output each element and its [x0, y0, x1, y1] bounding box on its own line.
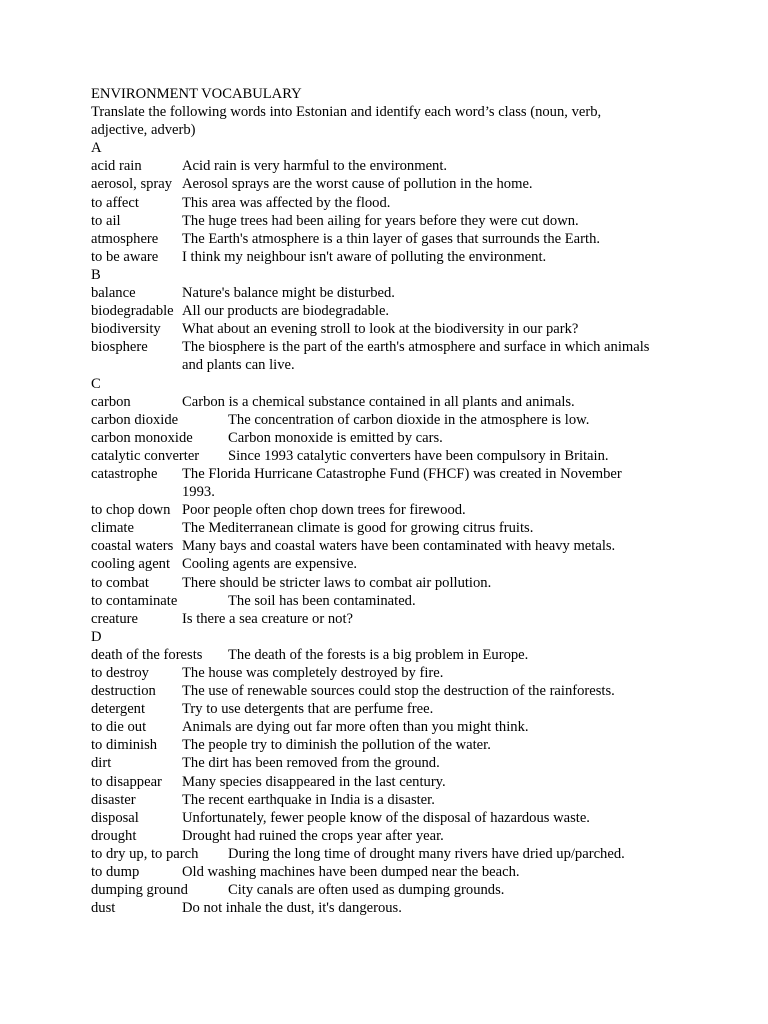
example-sentence: The soil has been contaminated. — [228, 592, 416, 609]
example-sentence: Is there a sea creature or not? — [182, 610, 353, 627]
example-sentence: The huge trees had been ailing for years before they were cut down. — [182, 212, 579, 229]
vocabulary-term: catastrophe — [91, 465, 158, 482]
vocabulary-entry — [91, 610, 691, 628]
section-letter: A — [91, 140, 102, 157]
vocabulary-entry — [91, 212, 691, 230]
section-letter: B — [91, 266, 101, 283]
example-sentence: Many species disappeared in the last century. — [182, 773, 446, 790]
example-sentence: There should be stricter laws to combat air pollution. — [182, 574, 492, 591]
vocabulary-term: biosphere — [91, 339, 148, 356]
vocabulary-entry — [91, 447, 691, 465]
vocabulary-entry — [91, 754, 691, 772]
vocabulary-term: to disappear — [91, 773, 162, 790]
vocabulary-term: to destroy — [91, 665, 149, 681]
vocabulary-term: to ail — [91, 212, 121, 229]
vocabulary-term: to diminish — [91, 737, 158, 754]
vocabulary-entry — [91, 501, 691, 519]
vocabulary-list — [91, 139, 691, 917]
vocabulary-term: destruction — [91, 683, 156, 700]
example-sentence: The death of the forests is a big problem in Europe. — [228, 646, 529, 663]
section-letter: C — [91, 375, 101, 392]
vocabulary-entry — [91, 773, 691, 791]
vocabulary-term: biodegradable — [91, 303, 174, 320]
vocabulary-term: to dry up, to parch — [91, 845, 199, 862]
vocabulary-term: disposal — [91, 809, 139, 826]
example-sentence: Many bays and coastal waters have been contaminated with heavy metals. — [182, 538, 616, 555]
example-sentence: Nature's balance might be disturbed. — [182, 285, 395, 302]
vocabulary-entry — [91, 284, 691, 302]
vocabulary-term: carbon monoxide — [91, 429, 193, 446]
vocabulary-term: creature — [91, 610, 138, 627]
example-sentence: The people try to diminish the pollution of the water. — [182, 737, 491, 754]
example-sentence: This area was affected by the flood. — [182, 194, 391, 211]
example-sentence: During the long time of drought many rivers have dried up/parched. — [228, 845, 625, 862]
vocabulary-term: to contaminate — [91, 592, 178, 609]
example-sentence: City canals are often used as dumping grounds. — [228, 882, 505, 899]
vocabulary-term: balance — [91, 285, 136, 302]
vocabulary-term: dumping ground — [91, 882, 188, 899]
vocabulary-entry — [91, 537, 691, 555]
vocabulary-entry — [91, 555, 691, 573]
vocabulary-entry — [91, 881, 691, 899]
vocabulary-term: to affect — [91, 194, 139, 211]
example-sentence: Acid rain is very harmful to the environment. — [182, 158, 448, 175]
vocabulary-term: to combat — [91, 574, 149, 591]
example-sentence: I think my neighbour isn't aware of polluting the environment. — [182, 248, 547, 265]
vocabulary-entry — [91, 429, 691, 447]
example-sentence: Old washing machines have been dumped near the beach. — [182, 864, 520, 881]
vocabulary-entry — [91, 718, 691, 736]
vocabulary-entry — [91, 320, 691, 338]
vocabulary-term: acid rain — [91, 158, 142, 175]
vocabulary-entry — [91, 700, 691, 718]
example-sentence: Do not inhale the dust, it's dangerous. — [182, 900, 402, 917]
vocabulary-term: carbon — [91, 393, 131, 410]
example-sentence: Cooling agents are expensive. — [182, 556, 358, 573]
vocabulary-term: atmosphere — [91, 230, 159, 247]
vocabulary-term: to chop down — [91, 502, 171, 519]
vocabulary-term: aerosol, spray — [91, 176, 173, 193]
example-sentence: Carbon monoxide is emitted by cars. — [228, 429, 443, 446]
example-sentence: The Florida Hurricane Catastrophe Fund (FHCF) was created in November 1993. — [182, 465, 622, 501]
instructions: Translate the following words into Estonian and identify each word’s class (noun, verb, adjective, adverb) — [91, 104, 602, 139]
vocabulary-term: dirt — [91, 755, 112, 772]
example-sentence: What about an evening stroll to look at the biodiversity in our park? — [182, 321, 579, 338]
vocabulary-entry — [91, 465, 691, 501]
vocabulary-term: to dump — [91, 864, 140, 881]
vocabulary-entry — [91, 393, 691, 411]
example-sentence: The biosphere is the part of the earth's atmosphere and surface in which animals and plants can live. — [182, 339, 650, 374]
example-sentence: Unfortunately, fewer people know of the disposal of hazardous waste. — [182, 809, 590, 826]
example-sentence: Try to use detergents that are perfume free. — [182, 701, 434, 718]
document-page — [91, 85, 691, 917]
vocabulary-entry — [91, 899, 691, 917]
example-sentence: The Mediterranean climate is good for growing citrus fruits. — [182, 520, 534, 537]
vocabulary-term: disaster — [91, 791, 136, 808]
vocabulary-term: biodiversity — [91, 321, 161, 338]
vocabulary-term: dust — [91, 900, 116, 917]
section-letter: D — [91, 628, 102, 645]
vocabulary-entry — [91, 338, 691, 374]
example-sentence: All our products are biodegradable. — [182, 303, 390, 320]
example-sentence: Since 1993 catalytic converters have been compulsory in Britain. — [228, 447, 609, 464]
vocabulary-entry — [91, 809, 691, 827]
vocabulary-entry — [91, 863, 691, 881]
vocabulary-entry — [91, 592, 691, 610]
vocabulary-entry — [91, 791, 691, 809]
vocabulary-term: drought — [91, 827, 137, 844]
vocabulary-term: catalytic converter — [91, 447, 200, 464]
vocabulary-entry — [91, 682, 691, 700]
vocabulary-entry — [91, 519, 691, 537]
vocabulary-entry — [91, 157, 691, 175]
example-sentence: Animals are dying out far more often than you might think. — [182, 719, 529, 736]
example-sentence: The recent earthquake in India is a disaster. — [182, 791, 435, 808]
example-sentence: The dirt has been removed from the ground. — [182, 755, 440, 772]
vocabulary-entry — [91, 574, 691, 592]
vocabulary-term: to be aware — [91, 248, 159, 265]
vocabulary-term: detergent — [91, 701, 146, 718]
vocabulary-entry — [91, 845, 691, 863]
document-title: ENVIRONMENT VOCABULARY — [91, 86, 302, 102]
example-sentence: Poor people often chop down trees for firewood. — [182, 502, 466, 519]
vocabulary-entry — [91, 248, 691, 266]
vocabulary-entry — [91, 411, 691, 429]
vocabulary-entry — [91, 230, 691, 248]
example-sentence: The concentration of carbon dioxide in the atmosphere is low. — [228, 411, 590, 428]
vocabulary-entry — [91, 194, 691, 212]
vocabulary-entry — [91, 736, 691, 754]
example-sentence: The Earth's atmosphere is a thin layer of gases that surrounds the Earth. — [182, 230, 601, 247]
example-sentence: Carbon is a chemical substance contained in all plants and animals. — [182, 393, 575, 410]
example-sentence: Drought had ruined the crops year after year. — [182, 827, 444, 844]
vocabulary-entry — [91, 646, 691, 664]
example-sentence: The use of renewable sources could stop the destruction of the rainforests. — [182, 683, 615, 700]
vocabulary-entry — [91, 175, 691, 193]
vocabulary-term: death of the forests — [91, 646, 203, 663]
vocabulary-term: carbon dioxide — [91, 411, 179, 428]
vocabulary-term: climate — [91, 520, 134, 537]
vocabulary-entry — [91, 664, 691, 682]
vocabulary-term: to die out — [91, 719, 147, 736]
example-sentence: The house was completely destroyed by fire. — [182, 665, 444, 681]
vocabulary-term: cooling agent — [91, 556, 171, 573]
vocabulary-entry — [91, 302, 691, 320]
example-sentence: Aerosol sprays are the worst cause of pollution in the home. — [182, 176, 533, 193]
vocabulary-entry — [91, 827, 691, 845]
vocabulary-term: coastal waters — [91, 538, 174, 555]
